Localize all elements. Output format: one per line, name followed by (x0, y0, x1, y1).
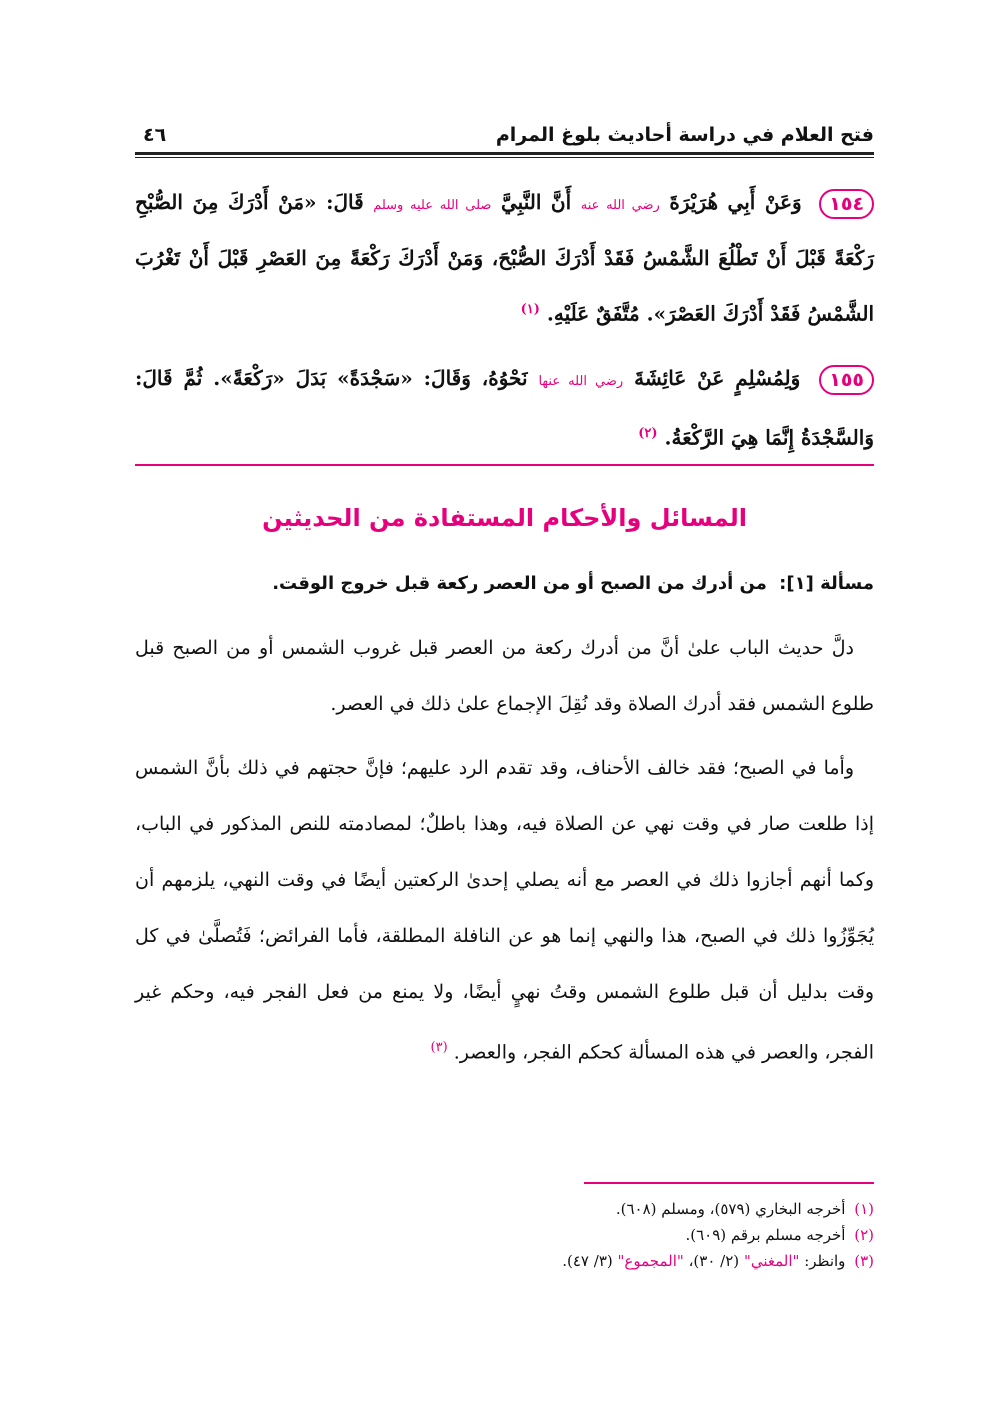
footnote-item (135, 1222, 874, 1248)
hadith-text: قَالَ: «مَنْ أَدْرَكَ مِنَ الصُّبْحِ رَكْعَةً قَبْلَ أَنْ تَطْلُعَ الشَّمْسُ فَقَدْ أَدْرَكَ الصُّبْحَ، وَمَنْ أَدْرَكَ رَكْعَةً مِنَ العَصْرِ قَبْلَ أَنْ تَغْرُبَ الشَّمْسُ فَقَدْ أَدْرَكَ العَصْرَ». مُتَّفَقٌ عَلَيْهِ. (135, 190, 874, 326)
book-title: فتح العلام في دراسة أحاديث بلوغ المرام (495, 124, 874, 146)
honorific: صلى الله عليه وسلم (373, 198, 492, 213)
footnote-quoted-title: "المجموع" (617, 1252, 684, 1270)
paragraph-text: وأما في الصبح؛ فقد خالف الأحناف، وقد تقدم الرد عليهم؛ فإنَّ حجتهم في ذلك بأنَّ الشمس إذا طلعت صار في وقت نهي عن الصلاة فيه، وهذا باطلٌ؛ لمصادمته للنص المذكور في الباب، وكما أنهم أجازوا ذلك في العصر مع أنه يصلي إحدىٰ الركعتين أيضًا في وقت النهي، يلزمهم أن يُجَوِّزُوا ذلك في الصبح، هذا والنهي إنما هو عن النافلة المطلقة، فأما الفرائض؛ فَتُصلَّىٰ في كل وقت بدليل أن قبل طلوع الشمس وقتُ نهيٍ أيضًا، ولا يمنع من فعل الفجر فيه، وحكم غير الفجر، والعصر في هذه المسألة كحكم الفجر، والعصر. (135, 757, 874, 1064)
page-number: ٤٦ (143, 124, 167, 146)
footnote-text: (٣/ ٤٧). (562, 1252, 613, 1270)
hadith-intro: وَعَنْ أَبِي هُرَيْرَةَ (669, 190, 802, 214)
header-rule-thin (135, 157, 874, 158)
honorific: رضي الله عنه (580, 198, 660, 213)
footnote-item (135, 1196, 874, 1222)
issue-text: من أدرك من الصبح أو من العصر ركعة قبل خروج الوقت. (272, 573, 767, 594)
footnote-ref: (٣) (430, 1040, 448, 1055)
hadith-block-rule (135, 464, 874, 466)
footnote-text: أخرجه مسلم برقم (٦٠٩). (685, 1226, 846, 1244)
hadith-155 (135, 352, 874, 464)
honorific: رضي الله عنها (538, 374, 624, 389)
paragraph (135, 740, 874, 1080)
hadith-154 (135, 176, 874, 340)
footnote-item (135, 1248, 874, 1274)
issue-heading (135, 573, 874, 594)
section-title: المسائل والأحكام المستفادة من الحديثين (262, 504, 747, 532)
hadith-number-badge: ١٥٥ (819, 365, 874, 395)
footnote-quoted-title: "المغني" (743, 1252, 800, 1270)
page (135, 0, 874, 1418)
issue-label: مسألة [١]: (779, 573, 874, 594)
hadith-intro: وَلِمُسْلِمٍ عَنْ عَائِشَةَ (634, 366, 801, 390)
paragraph: دلَّ حديث الباب علىٰ أنَّ من أدرك ركعة من العصر قبل غروب الشمس أو من الصبح قبل طلوع الشمس فقد أدرك الصلاة وقد نُقِلَ الإجماع علىٰ ذلك في العصر. (135, 637, 874, 715)
footnote-ref: (٢) (638, 426, 658, 441)
footnote-text: وانظر: (804, 1252, 846, 1270)
hadith-text: نَحْوُهُ، وَقَالَ: «سَجْدَةً» بَدَلَ «رَكْعَةً». ثُمَّ قَالَ: وَالسَّجْدَةُ إِنَّمَا هِيَ الرَّكْعَةُ. (135, 366, 874, 450)
hadith-mid: أَنَّ النَّبِيَّ (500, 190, 572, 214)
footnote-ref: (١) (520, 302, 540, 317)
footnotes (135, 1196, 874, 1274)
footnote-number: (١) (854, 1200, 874, 1218)
footnote-rule (584, 1182, 874, 1184)
footnote-number: (٢) (854, 1226, 874, 1244)
header-rule (135, 152, 874, 155)
footnote-number: (٣) (854, 1252, 874, 1270)
hadith-number-badge: ١٥٤ (819, 189, 874, 219)
footnote-text: (٢/ ٣٠)، (688, 1252, 740, 1270)
footnote-text: أخرجه البخاري (٥٧٩)، ومسلم (٦٠٨). (615, 1200, 846, 1218)
